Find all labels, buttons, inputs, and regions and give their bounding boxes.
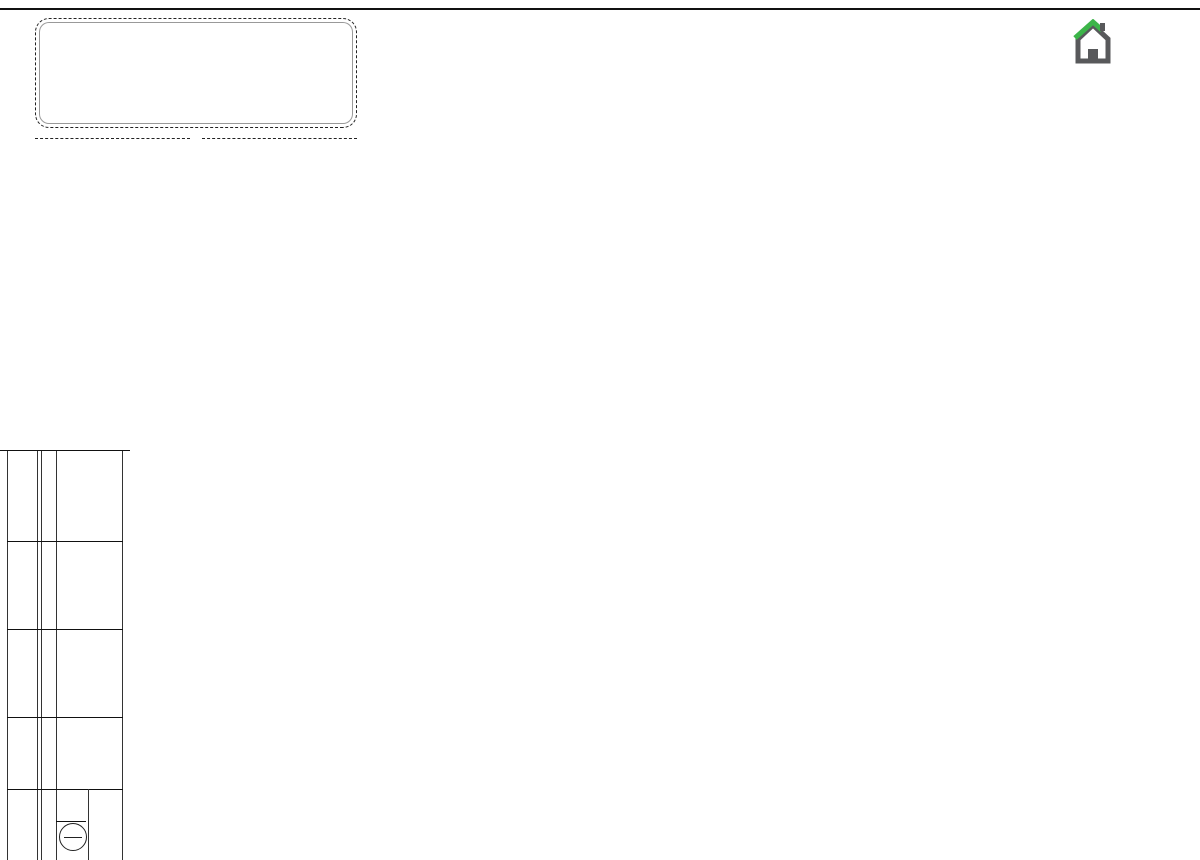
titleblock-line bbox=[56, 821, 86, 822]
notes-inner bbox=[35, 18, 357, 148]
titleblock-line bbox=[7, 451, 8, 860]
plan-hrss4-drawing bbox=[335, 10, 733, 148]
titleblock-project-desc bbox=[58, 455, 120, 539]
notes-heading bbox=[35, 130, 357, 148]
section-a-a-drawing bbox=[30, 148, 335, 426]
detail-thep-tron-16 bbox=[177, 584, 299, 712]
titleblock-field bbox=[42, 543, 56, 627]
titleblock-line bbox=[7, 541, 123, 542]
titleblock-drawing-title bbox=[56, 543, 122, 787]
titleblock-org-sub bbox=[86, 793, 94, 857]
elevation-hrss2-drawing bbox=[335, 578, 733, 858]
titleblock-field bbox=[42, 791, 56, 859]
titleblock-line bbox=[37, 451, 38, 860]
notes-heading-dash-right bbox=[35, 139, 190, 140]
titleblock-sheet-circle bbox=[59, 823, 87, 851]
logo-house-icon bbox=[1072, 19, 1114, 70]
titleblock-line bbox=[7, 789, 123, 790]
titleblock-org bbox=[92, 791, 122, 857]
titleblock-field bbox=[42, 631, 56, 715]
elevation-hrss4-drawing bbox=[335, 150, 733, 426]
plan-hrss1-drawing bbox=[744, 428, 1174, 576]
notes-heading-dash-left bbox=[202, 139, 357, 140]
title-block bbox=[0, 450, 130, 860]
titleblock-field bbox=[42, 719, 56, 787]
elevation-hrss3-drawing bbox=[744, 150, 1174, 426]
site-logo bbox=[1072, 8, 1198, 70]
titleblock-line bbox=[122, 451, 123, 860]
detail-thep-la bbox=[177, 736, 299, 858]
titleblock-stage bbox=[60, 793, 84, 819]
detail-thep-la-tron bbox=[177, 426, 299, 578]
plan-hrss2-drawing bbox=[335, 428, 733, 576]
elevation-hrss1-drawing bbox=[744, 578, 1174, 858]
notes-block bbox=[35, 18, 357, 148]
titleblock-sheet-sep bbox=[64, 837, 82, 838]
notes-box bbox=[35, 18, 357, 128]
titleblock-field bbox=[42, 453, 56, 539]
